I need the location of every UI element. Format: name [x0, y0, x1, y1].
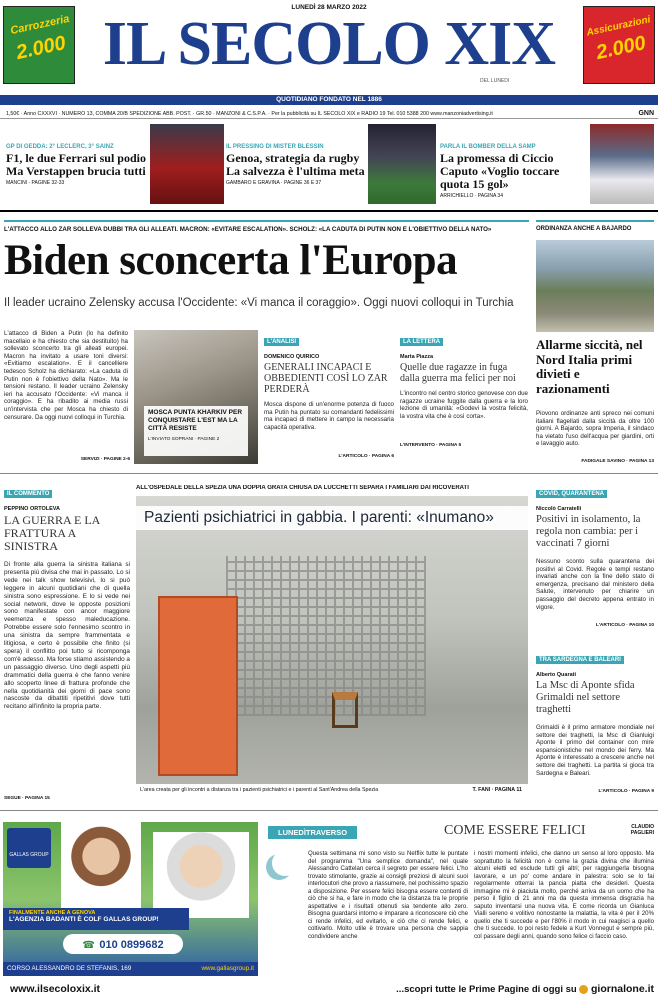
teaser-1[interactable]: [6, 124, 224, 204]
covid-body: Nessuno sconto sulla quarantena dei positivi al Covid. Regole e tempi restano invariati anche con la fine dello stato di emergenza, precisano dal ministero della Salute, intervenuto per chiarire un passaggio del decreto appena entrato in vigore.: [536, 558, 654, 611]
lead-photo-caption: MOSCA PUNTA KHARKIV PER CONQUISTARE L'EST MA LA CITTÀ RESISTE: [148, 409, 243, 432]
analisi-author: DOMENICO QUIRICO: [264, 354, 320, 360]
teaser-3-byline: ARRICHIELLO · PAGINA 34: [440, 193, 503, 199]
ad-banner: [3, 908, 189, 930]
msc-body: Grimaldi è il primo armatore mondiale nel settore dei traghetti, la Msc di Gianluigi Aponte il primo del container con mire espansionistiche nel mondo dei ferry. Ma Aponte è interessato a crescere anche nel settore dei traghetti. La partita si gioca tra Sardegna e Baleari.: [536, 724, 654, 777]
teaser-3-photo: [590, 124, 654, 204]
teaser-1-title: F1, le due Ferrari sul podio Ma Verstappen brucia tutti: [6, 151, 146, 178]
ad-address: CORSO ALESSANDRO DE STEFANIS, 169: [7, 965, 132, 972]
gallas-brand: GALLAS GROUP: [9, 852, 49, 858]
ad-photo-left: [61, 822, 141, 908]
gallas-ad[interactable]: [3, 822, 258, 976]
giornalone-icon: [579, 985, 588, 994]
lead-body: L'attacco di Biden a Putin (lo ha definito macellaio e ha chiesto che sia destituito) ha sollevato sconcerto tra gli alleati europei. Macron ha invitato a usare toni diversi: «Evitiamo escalation». E il cancelliere tedesco Scholz ha dichiarato: «La caduta di Putin non è l'obiettivo della Nato». Ma le tensioni restano. Il leader ucraino Zelensky ieri ha accusato l'Occidente: «Vi manca il coraggio». E ha ribadito ai media russi un'intervista che per Mosca ha chiesto di censurare. Da oggi nuovi colloqui in Turchia.: [4, 330, 128, 421]
msc-column[interactable]: [536, 648, 654, 800]
lettera-body: L'incontro nel centro storico genovese con due ragazze ucraine fuggite dalla guerra e la loro lezione di umanità: «Godevi la vostra felicità, la vostra vita che è così corta».: [400, 390, 528, 420]
teaser-3-title: La promessa di Ciccio Caputo «Voglio toccare quota 15 gol»: [440, 151, 560, 191]
analisi-tag: L'ANALISI: [264, 338, 299, 346]
left-promo-box[interactable]: [3, 6, 75, 84]
lead-subhead: Il leader ucraino Zelensky accusa l'Occidente: «Vi manca il coraggio». Oggi nuovi colloqui in Turchia: [4, 297, 514, 309]
covid-title: Positivi in isolamento, la regola non cambia: per i vaccinati 7 giorni: [536, 514, 641, 549]
teaser-3[interactable]: [440, 124, 654, 204]
teaser-2-title: Genoa, strategia da rugby La salvezza è l'ultima meta: [226, 151, 365, 178]
right-promo-line1: Assicurazioni: [585, 14, 652, 39]
teaser-2-kicker: IL PRESSING DI MISTER BLESSIN: [226, 144, 324, 150]
teaser-1-kicker: GP DI GEDDA: 2° LECLERC, 3° SAINZ: [6, 144, 114, 150]
commento-column[interactable]: [4, 482, 130, 800]
chair: [332, 692, 358, 728]
lettera-author: Marta Piazza: [400, 354, 434, 360]
footer-left[interactable]: www.ilsecoloxix.it: [10, 983, 101, 995]
left-promo-line1: Carrozzeria: [9, 12, 71, 38]
teaser-2-photo: [368, 124, 436, 204]
analisi-title: GENERALI INCAPACI E OBBEDIENTI COSÌ LO ZAR PERDERÀ: [264, 362, 388, 395]
issue-date: LUNEDÌ 28 MARZO 2022: [291, 4, 367, 11]
msc-byline: L'ARTICOLO · PAGINA 9: [598, 789, 654, 794]
lettera-tag: LA LETTERA: [400, 338, 443, 346]
founded-bar: [0, 95, 658, 105]
psichiatrici-credit: T. FANI · PAGINA 11: [472, 787, 522, 793]
right-promo-line2: 2.000: [594, 32, 648, 64]
lunedi-title: COME ESSERE FELICI: [444, 823, 586, 838]
lunedi-col2: i nostri momenti infelici, che danno un senso al loro opposto. Ma soprattutto la felicità non è come la grazia divina che illumina alcuni eletti ed esclude tutti gli altri; per raggiungerla bisogna lavorare, e un po' come andare in palestra: solo se lo fai regolarmente otterrai la pancia piatta che desideri. Questa immagine mi è piaciuta molto, perché arriva da un uomo che ha perso il figlio di 21 anni ma da questa immensa disgrazia ha saputo inventarsi una nuova vita. E come ricorda un Gianluca Vialli sereno e volitivo nonostante la malattia, la vita è per il 20% quello che ti succede e per l'80% il modo in cui reagisci a quello che ti succede. Io poi resto fedele a Kurt Vonnegut e sempre più, col passare degli anni, quando sono felice ci faccio caso.: [474, 850, 654, 940]
lettera-title: Quelle due ragazze in fuga dalla guerra ma felici per noi: [400, 362, 516, 384]
info-text: 1,50€ · Anno CXXXVI · NUMERO 13, COMMA 20/B SPEDIZIONE ABB. POST. · GR.50 · MANZONI & C.S.P.A. · Per la pubblicità su IL SECOLO XIX e RADIO 19 Tel. 010 5388 200 www.manzoniadvertising.it: [6, 111, 493, 117]
commento-author: PEPPINO ORTOLEVA: [4, 506, 61, 512]
covid-author: Niccolò Carratelli: [536, 506, 582, 512]
lunedi-section[interactable]: [268, 822, 654, 976]
msc-tag: TRA SARDEGNA E BALEARI: [536, 656, 624, 664]
siccita-title: Allarme siccità, nel Nord Italia primi divieti e razionamenti: [536, 337, 643, 396]
analisi-byline: L'ARTICOLO · PAGINA 6: [338, 454, 394, 459]
analisi-column[interactable]: [264, 330, 394, 465]
teaser-1-byline: MANCINI · PAGINE 32-33: [6, 180, 65, 186]
footer-right-text: ...scopri tutte le Prime Pagine di oggi su: [396, 984, 577, 995]
covid-byline: L'ARTICOLO · PAGINA 10: [595, 623, 654, 628]
teaser-2[interactable]: [226, 124, 436, 204]
ad-phone-box[interactable]: [63, 934, 183, 954]
teaser-2-byline: GAMBARO E GRAVINA · PAGINE 36 E 37: [226, 180, 322, 186]
mid-rule: [0, 473, 658, 474]
siccita-photo: [536, 240, 654, 332]
footer-right[interactable]: [318, 983, 654, 995]
founded-text: QUOTIDIANO FONDATO NEL 1886: [276, 96, 382, 103]
lettera-byline: L'INTERVENTO · PAGINA 5: [400, 443, 462, 448]
gnn-logo: GNN: [638, 110, 654, 117]
siccita-byline: FADIGALE SAVINO · PAGINA 13: [581, 459, 654, 464]
siccita-rule: [536, 220, 654, 222]
covid-column[interactable]: [536, 482, 654, 642]
commento-byline: SEGUE · PAGINA 15: [4, 796, 50, 801]
moon-icon: [272, 850, 298, 876]
right-promo-box[interactable]: [583, 6, 655, 84]
teaser-1-photo: [150, 124, 224, 204]
lead-photo-credit: L'INVIATO SOPRANI · PAGINE 2: [148, 437, 220, 442]
covid-tag: COVID, QUARANTENA: [536, 490, 607, 498]
gallas-logo: [7, 828, 51, 868]
grate: [226, 556, 426, 716]
lettera-column[interactable]: [400, 330, 528, 465]
bottom-rule: [0, 810, 658, 811]
left-promo-line2: 2.000: [14, 32, 68, 64]
commento-body: Di fronte alla guerra la sinistra italiana si presenta più divisa che mai in passato. Lo si vede nei talk show televisivi, lo si può leggere in alcuni quotidiani che di quella sinistra sono espressione. E lo si vede nei social network, dove le opposte posizioni sono manifestate con ancor maggiore veemenza e spesso maleducazione. Potrebbe essere solo l'ennesimo scontro in una sinistra da sempre frammentata e litigiosa, e certo è possibile che finito (si spera) il conflitto poi tutto si ricomponga com'è adesso. Ma forse stiamo assistendo a un passaggio diverso. Uno degli aspetti più drammatici della guerra è che fanno venire allo scoperto linee di frattura profonde che nella quotidianità dei giorni di pace sono nascoste da dibattiti ripetitivi dove tutti recitano all'infinito la propria parte.: [4, 561, 130, 711]
ad-photo-right: [153, 832, 249, 918]
ad-banner-line1: FINALMENTE ANCHE A GENOVA: [9, 910, 96, 916]
lead-photo-caption-box: [144, 406, 248, 456]
ad-banner-line2: L'AGENZIA BADANTI È COLF GALLAS GROUP!: [9, 916, 159, 923]
teaser-rule: [0, 210, 658, 212]
psichiatrici-title-box: [136, 506, 528, 530]
phone-icon: ☎: [82, 940, 95, 951]
lead-byline: SERVIZI · PAGINE 2-6: [80, 457, 130, 462]
orange-door: [158, 596, 238, 776]
lead-headline: Biden sconcerta l'Europa: [4, 237, 458, 284]
footer-brand: giornalone.it: [591, 983, 654, 995]
ad-footer: [3, 962, 258, 976]
psichiatrici-caption-box: [136, 784, 528, 798]
psichiatrici-caption: L'area creata per gli incontri a distanza tra i pazienti psichiatrici e i parenti al Sant'Andrea della Spezia: [140, 787, 379, 793]
siccita-body: Piovono ordinanze anti spreco nei comuni italiani flagellati dalla siccità da oltre 100 giorni. A Bajardo, sopra Imperia, il sindaco ha vietato l'uso dell'acqua per giardini, orti e lavaggio auto.: [536, 410, 654, 448]
lead-kicker: L'ATTACCO ALLO ZAR SOLLEVA DUBBI TRA GLI ALLEATI. MACRON: «EVITARE ESCALATION». SCHOLZ: «LA CADUTA DI PUTIN NON È L'OBIETTIVO DELLA NATO»: [4, 226, 492, 233]
siccita-kicker: ORDINANZA ANCHE A BAJARDO: [536, 226, 632, 232]
lunedi-tag: LUNEDÌTRAVERSO: [268, 826, 357, 839]
commento-tag: IL COMMENTO: [4, 490, 52, 498]
masthead-sub: DEL LUNEDI: [480, 78, 510, 84]
psichiatrici-photo[interactable]: [136, 496, 528, 798]
msc-title: La Msc di Aponte sfida Grimaldi nel settore traghetti: [536, 680, 635, 715]
lunedi-col1: Questa settimana mi sono visto su Netflix tutte le puntate del programma "Una semplice domanda", nel quale Alessandro Cattelan cerca il segreto per essere felici. L'ho trovato stimolante, grazie ai consigli preziosi di alcuni suoi interlocutori che provo a riassumere, nel pochissimo spazio a disposizione. Per essere felici bisogna essere contenti di ciò che si ha, e fare in modo che la distanza tra le proprie aspettative e i risultati ottenuti sia tendente allo zero. Bisogna guardarsi intorno e imparare a riconoscere ciò che ci rende infelici, ed evitarlo, e ciò che ci rende felici, e coltivarlo. Molto utile è trovare una persona che sappia condividere anche: [308, 850, 468, 940]
lunedi-author: CLAUDIO PAGLIERI: [630, 824, 654, 836]
lead-photo: [134, 330, 258, 464]
info-line: [0, 109, 658, 119]
teaser-3-kicker: PARLA IL BOMBER DELLA SAMP: [440, 144, 536, 150]
masthead: IL SECOLO XIX: [102, 10, 556, 78]
commento-title: LA GUERRA E LA FRATTURA A SINISTRA: [4, 513, 100, 553]
psichiatrici-kicker: ALL'OSPEDALE DELLA SPEZIA UNA DOPPIA GRATA CHIUSA DA LUCCHETTI SEPARA I FAMILIARI DAI RICOVERATI: [136, 485, 469, 491]
psichiatrici-title: Pazienti psichiatrici in gabbia. I parenti: «Inumano»: [144, 509, 494, 526]
ad-website[interactable]: www.gallasgroup.it: [201, 965, 254, 972]
ad-phone: 010 0899682: [99, 939, 164, 951]
lead-kicker-rule: [4, 220, 529, 222]
analisi-body: Mosca dispone di un'enorme potenza di fuoco ma Putin ha puntato su comandanti fedelissimi ma incapaci di mettere in campo la necessaria capacità operativa.: [264, 401, 394, 431]
msc-author: Alberto Quarati: [536, 672, 577, 678]
